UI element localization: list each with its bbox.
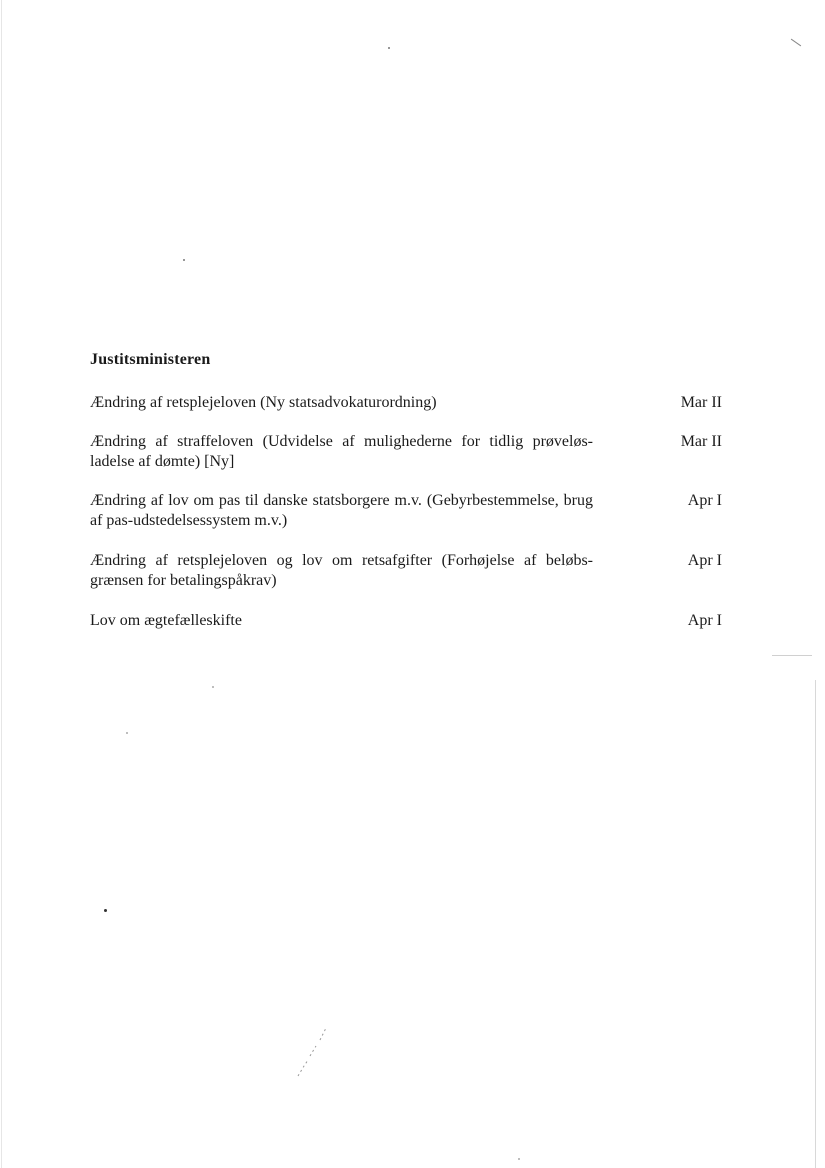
entry-date: Apr I — [687, 492, 722, 509]
entry-title: Ændring af retsplejeloven og lov om retsafgifter (Forhøjelse af beløbs-grænsen for betalingspåkrav) — [90, 552, 593, 589]
entry-title: Lov om ægtefælleskifte — [90, 612, 242, 629]
scan-edge-line — [815, 680, 816, 1168]
entry-title: Ændring af retsplejeloven (Ny statsadvokaturordning) — [90, 394, 437, 411]
entry-date: Mar II — [680, 394, 722, 411]
scan-edge-line — [772, 655, 812, 656]
entry-title: Ændring af lov om pas til danske statsborgere m.v. (Gebyrbestemmelse, brug af pas-udstedelsessystem m.v.) — [90, 492, 593, 529]
section-heading: Justitsministeren — [90, 351, 211, 368]
entry-date: Apr I — [687, 612, 722, 629]
scan-speck — [388, 47, 390, 49]
scan-speck — [212, 686, 214, 688]
scan-scribble — [290, 1020, 340, 1080]
scan-edge-line — [791, 39, 801, 47]
scan-speck — [126, 732, 128, 734]
scan-edge-line — [1, 0, 2, 1168]
entry-date: Apr I — [687, 552, 722, 569]
scan-speck — [518, 1158, 520, 1160]
entry-date: Mar II — [680, 433, 722, 450]
entry-title: Ændring af straffeloven (Udvidelse af mulighederne for tidlig prøveløs-ladelse af dømte) [Ny] — [90, 433, 593, 470]
scan-speck — [183, 259, 185, 261]
scan-speck — [104, 909, 107, 912]
